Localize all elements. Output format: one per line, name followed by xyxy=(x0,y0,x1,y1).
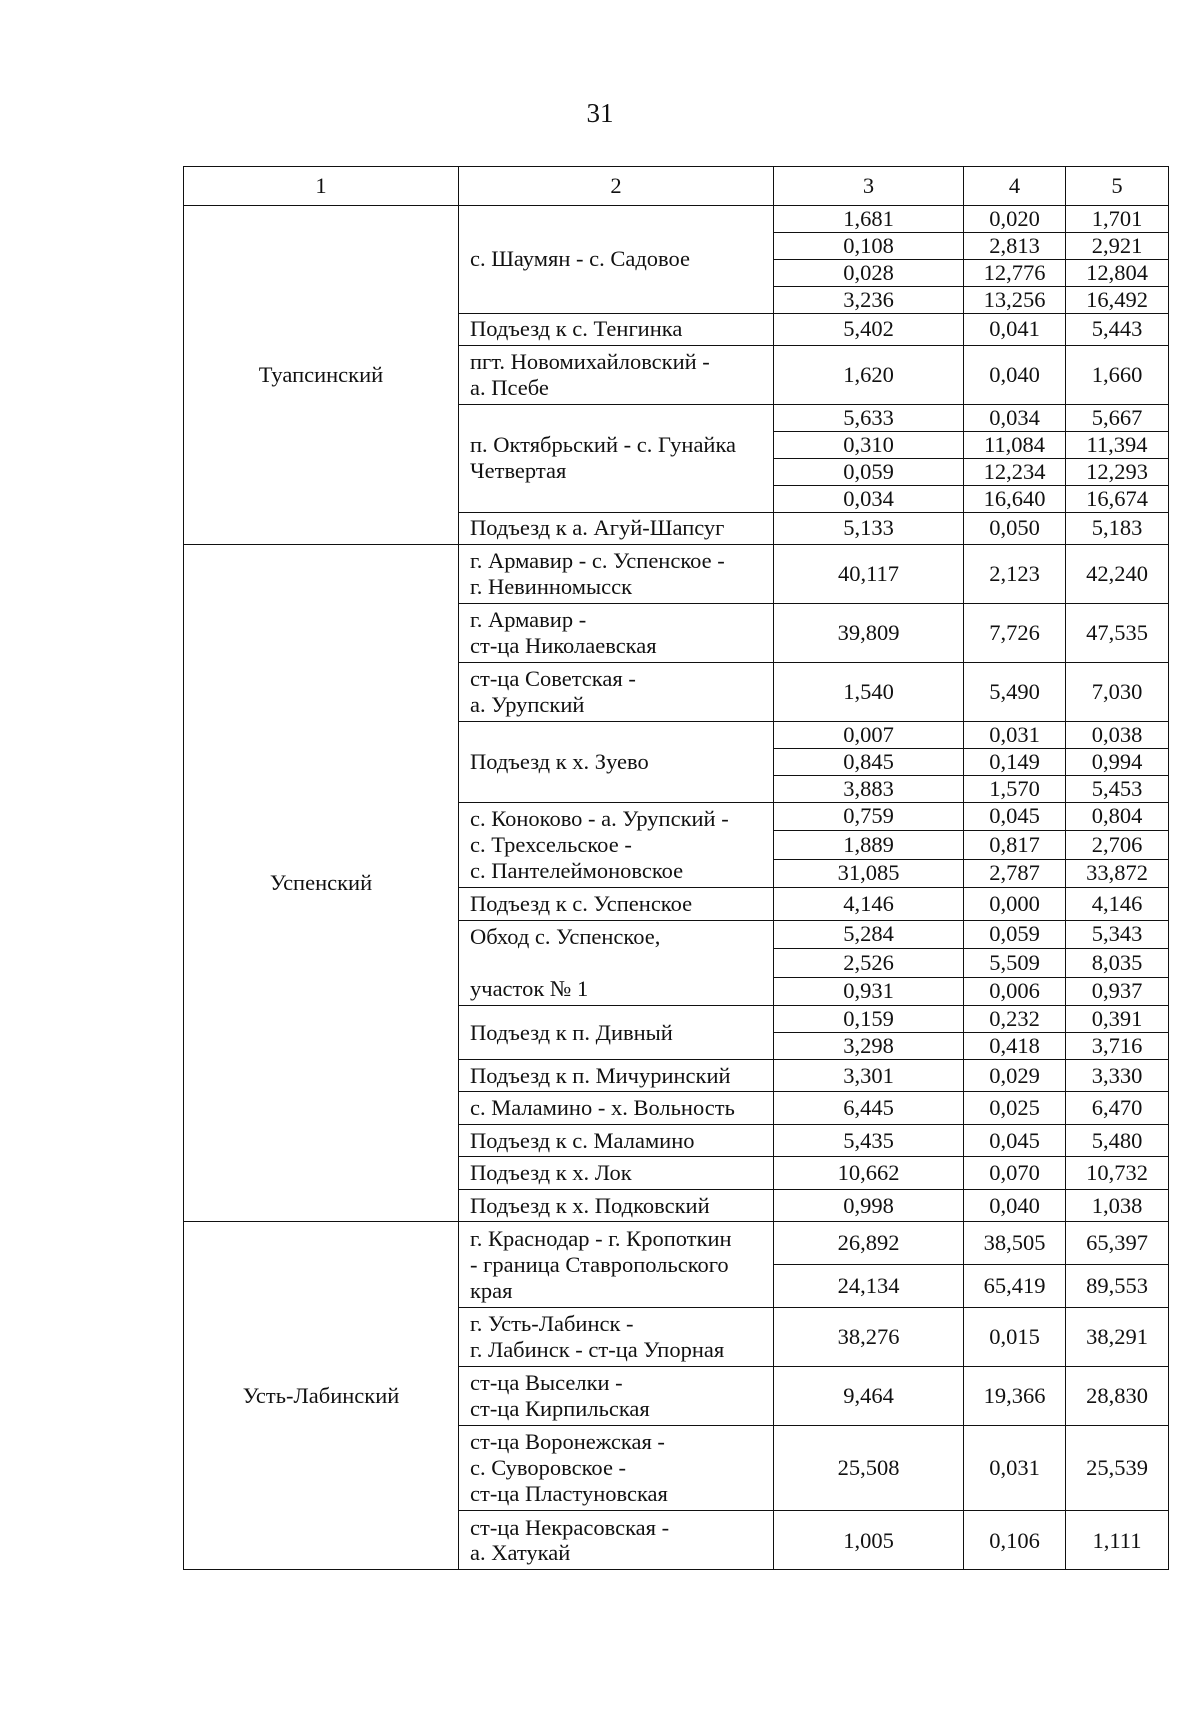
length-col4: 5,509 xyxy=(964,949,1066,978)
road-name: п. Октябрьский - с. Гунайка Четвертая xyxy=(459,405,774,513)
length-col3: 5,435 xyxy=(774,1124,964,1157)
length-col5: 25,539 xyxy=(1066,1425,1169,1511)
road-name: г. Армавир - с. Успенское - г. Невинномысск xyxy=(459,545,774,604)
road-name: Подъезд к х. Подковский xyxy=(459,1189,774,1222)
road-name: с. Коноково - а. Урупский - с. Трехсельское - с. Пантелеймоновское xyxy=(459,802,774,888)
length-col3: 0,759 xyxy=(774,802,964,831)
length-col4: 1,570 xyxy=(964,775,1066,802)
length-col4: 2,787 xyxy=(964,859,1066,888)
roads-table xyxy=(183,166,1169,1570)
length-col5: 5,343 xyxy=(1066,920,1169,949)
length-col4: 0,015 xyxy=(964,1307,1066,1366)
length-col3: 24,134 xyxy=(774,1265,964,1308)
length-col3: 5,402 xyxy=(774,313,964,346)
length-col5: 1,111 xyxy=(1066,1511,1169,1570)
column-header: 5 xyxy=(1066,167,1169,206)
length-col4: 12,234 xyxy=(964,458,1066,485)
length-col3: 0,007 xyxy=(774,722,964,749)
length-col5: 8,035 xyxy=(1066,949,1169,978)
length-col4: 0,034 xyxy=(964,405,1066,432)
length-col5: 65,397 xyxy=(1066,1222,1169,1265)
length-col4: 19,366 xyxy=(964,1366,1066,1425)
road-name: Подъезд к с. Тенгинка xyxy=(459,313,774,346)
length-col3: 5,284 xyxy=(774,920,964,949)
length-col3: 0,931 xyxy=(774,977,964,1006)
length-col3: 2,526 xyxy=(774,949,964,978)
length-col4: 0,000 xyxy=(964,888,1066,921)
length-col4: 16,640 xyxy=(964,485,1066,512)
length-col3: 31,085 xyxy=(774,859,964,888)
length-col3: 1,540 xyxy=(774,663,964,722)
length-col4: 0,040 xyxy=(964,1189,1066,1222)
length-col4: 0,817 xyxy=(964,831,1066,860)
road-name: г. Усть-Лабинск - г. Лабинск - ст-ца Упорная xyxy=(459,1307,774,1366)
road-name: Подъезд к а. Агуй-Шапсуг xyxy=(459,512,774,545)
length-col4: 2,123 xyxy=(964,545,1066,604)
length-col5: 2,921 xyxy=(1066,232,1169,259)
column-header: 1 xyxy=(184,167,459,206)
road-name: г. Армавир - ст-ца Николаевская xyxy=(459,604,774,663)
length-col5: 1,038 xyxy=(1066,1189,1169,1222)
length-col4: 0,050 xyxy=(964,512,1066,545)
length-col5: 4,146 xyxy=(1066,888,1169,921)
district-name: Туапсинский xyxy=(184,206,459,545)
length-col3: 10,662 xyxy=(774,1157,964,1190)
length-col5: 3,330 xyxy=(1066,1059,1169,1092)
length-col5: 38,291 xyxy=(1066,1307,1169,1366)
length-col4: 0,031 xyxy=(964,722,1066,749)
road-name: Подъезд к п. Мичуринский xyxy=(459,1059,774,1092)
length-col4: 0,418 xyxy=(964,1033,1066,1060)
length-col5: 1,660 xyxy=(1066,346,1169,405)
length-col4: 0,025 xyxy=(964,1092,1066,1125)
length-col3: 4,146 xyxy=(774,888,964,921)
road-name: ст-ца Выселки - ст-ца Кирпильская xyxy=(459,1366,774,1425)
length-col4: 65,419 xyxy=(964,1265,1066,1308)
road-name: ст-ца Советская - а. Урупский xyxy=(459,663,774,722)
length-col3: 0,108 xyxy=(774,232,964,259)
district-name: Успенский xyxy=(184,545,459,1222)
length-col4: 11,084 xyxy=(964,431,1066,458)
length-col3: 38,276 xyxy=(774,1307,964,1366)
road-name: с. Шаумян - с. Садовое xyxy=(459,206,774,314)
length-col4: 0,029 xyxy=(964,1059,1066,1092)
length-col3: 3,883 xyxy=(774,775,964,802)
length-col5: 89,553 xyxy=(1066,1265,1169,1308)
length-col4: 0,040 xyxy=(964,346,1066,405)
length-col4: 12,776 xyxy=(964,259,1066,286)
length-col5: 47,535 xyxy=(1066,604,1169,663)
length-col3: 5,133 xyxy=(774,512,964,545)
length-col3: 0,059 xyxy=(774,458,964,485)
length-col4: 0,045 xyxy=(964,1124,1066,1157)
length-col5: 12,804 xyxy=(1066,259,1169,286)
length-col5: 28,830 xyxy=(1066,1366,1169,1425)
length-col3: 0,310 xyxy=(774,431,964,458)
length-col5: 5,443 xyxy=(1066,313,1169,346)
length-col3: 6,445 xyxy=(774,1092,964,1125)
column-header: 4 xyxy=(964,167,1066,206)
column-header: 2 xyxy=(459,167,774,206)
length-col4: 7,726 xyxy=(964,604,1066,663)
road-name: ст-ца Воронежская - с. Суворовское - ст-ца Пластуновская xyxy=(459,1425,774,1511)
road-name: Подъезд к х. Лок xyxy=(459,1157,774,1190)
road-name: Подъезд к п. Дивный xyxy=(459,1006,774,1060)
district-name: Усть-Лабинский xyxy=(184,1222,459,1570)
road-name: Обход с. Успенское, участок № 1 xyxy=(459,920,774,1006)
road-name: г. Краснодар - г. Кропоткин - граница Ставропольского края xyxy=(459,1222,774,1308)
table-row xyxy=(184,206,1169,233)
length-col4: 0,031 xyxy=(964,1425,1066,1511)
length-col4: 38,505 xyxy=(964,1222,1066,1265)
table-row xyxy=(184,1222,1169,1265)
length-col3: 1,681 xyxy=(774,206,964,233)
length-col5: 5,480 xyxy=(1066,1124,1169,1157)
length-col3: 40,117 xyxy=(774,545,964,604)
length-col5: 0,994 xyxy=(1066,748,1169,775)
length-col5: 7,030 xyxy=(1066,663,1169,722)
table-row xyxy=(184,545,1169,604)
length-col4: 5,490 xyxy=(964,663,1066,722)
length-col5: 5,183 xyxy=(1066,512,1169,545)
length-col3: 0,998 xyxy=(774,1189,964,1222)
length-col4: 0,059 xyxy=(964,920,1066,949)
length-col5: 10,732 xyxy=(1066,1157,1169,1190)
length-col3: 1,889 xyxy=(774,831,964,860)
page-number: 31 xyxy=(586,98,614,128)
length-col5: 5,667 xyxy=(1066,405,1169,432)
length-col5: 16,492 xyxy=(1066,286,1169,313)
length-col5: 16,674 xyxy=(1066,485,1169,512)
length-col5: 0,937 xyxy=(1066,977,1169,1006)
length-col4: 0,041 xyxy=(964,313,1066,346)
length-col3: 5,633 xyxy=(774,405,964,432)
length-col4: 0,149 xyxy=(964,748,1066,775)
length-col5: 1,701 xyxy=(1066,206,1169,233)
length-col3: 39,809 xyxy=(774,604,964,663)
length-col5: 2,706 xyxy=(1066,831,1169,860)
road-name: Подъезд к х. Зуево xyxy=(459,722,774,803)
road-name: Подъезд к с. Успенское xyxy=(459,888,774,921)
length-col4: 0,070 xyxy=(964,1157,1066,1190)
road-name: Подъезд к с. Маламино xyxy=(459,1124,774,1157)
length-col5: 6,470 xyxy=(1066,1092,1169,1125)
column-header: 3 xyxy=(774,167,964,206)
length-col3: 3,236 xyxy=(774,286,964,313)
length-col5: 0,038 xyxy=(1066,722,1169,749)
length-col3: 3,301 xyxy=(774,1059,964,1092)
length-col3: 1,620 xyxy=(774,346,964,405)
road-name: с. Маламино - х. Вольность xyxy=(459,1092,774,1125)
length-col3: 0,845 xyxy=(774,748,964,775)
road-name: пгт. Новомихайловский - а. Псебе xyxy=(459,346,774,405)
length-col5: 42,240 xyxy=(1066,545,1169,604)
length-col3: 1,005 xyxy=(774,1511,964,1570)
length-col5: 3,716 xyxy=(1066,1033,1169,1060)
length-col3: 26,892 xyxy=(774,1222,964,1265)
length-col3: 0,034 xyxy=(774,485,964,512)
length-col5: 33,872 xyxy=(1066,859,1169,888)
length-col4: 0,232 xyxy=(964,1006,1066,1033)
length-col3: 9,464 xyxy=(774,1366,964,1425)
header-row xyxy=(184,167,1169,206)
length-col3: 25,508 xyxy=(774,1425,964,1511)
length-col4: 2,813 xyxy=(964,232,1066,259)
length-col3: 0,159 xyxy=(774,1006,964,1033)
length-col5: 0,804 xyxy=(1066,802,1169,831)
length-col5: 5,453 xyxy=(1066,775,1169,802)
length-col4: 0,006 xyxy=(964,977,1066,1006)
length-col5: 11,394 xyxy=(1066,431,1169,458)
length-col4: 0,045 xyxy=(964,802,1066,831)
length-col5: 0,391 xyxy=(1066,1006,1169,1033)
length-col3: 3,298 xyxy=(774,1033,964,1060)
length-col4: 0,106 xyxy=(964,1511,1066,1570)
length-col3: 0,028 xyxy=(774,259,964,286)
length-col5: 12,293 xyxy=(1066,458,1169,485)
length-col4: 13,256 xyxy=(964,286,1066,313)
length-col4: 0,020 xyxy=(964,206,1066,233)
road-name: ст-ца Некрасовская - а. Хатукай xyxy=(459,1511,774,1570)
